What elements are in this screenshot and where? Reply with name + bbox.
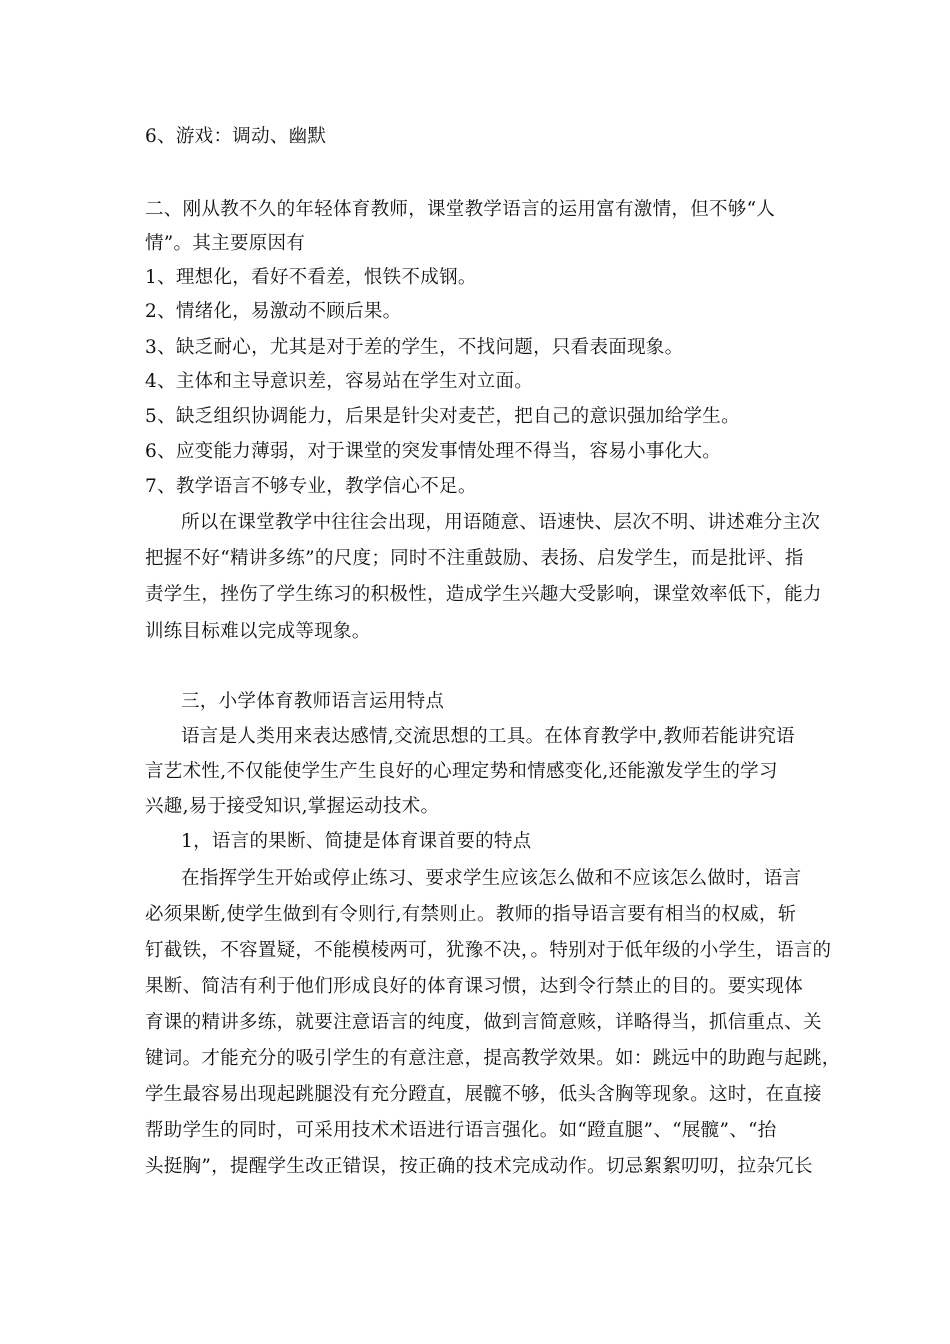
paragraph-line: 钉截铁，不容置疑，不能模棱两可，犹豫不决，。特别对于低年级的小学生，语言的	[145, 940, 832, 961]
paragraph-line: 键词。才能充分的吸引学生的有意注意，提高教学效果。如：跳远中的助跑与起跳，	[145, 1048, 841, 1069]
paragraph-line: 语言是人类用来表达感情,交流思想的工具。在体育教学中,教师若能讲究语	[181, 726, 795, 747]
section-heading: 三，小学体育教师语言运用特点	[181, 691, 445, 712]
paragraph-line: 言艺术性,不仅能使学生产生良好的心理定势和情感变化,还能激发学生的学习	[145, 761, 778, 782]
paragraph-line: 在指挥学生开始或停止练习、要求学生应该怎么做和不应该怎么做时，语言	[181, 868, 802, 889]
text-line: 6、游戏：调动、幽默	[145, 126, 327, 147]
list-item: 4、主体和主导意识差，容易站在学生对立面。	[145, 371, 534, 392]
list-item: 3、缺乏耐心，尤其是对于差的学生，不找问题，只看表面现象。	[145, 337, 684, 358]
text-line: 情”。其主要原因有	[145, 233, 306, 254]
list-item: 5、缺乏组织协调能力，后果是针尖对麦芒，把自己的意识强加给学生。	[145, 406, 740, 427]
paragraph-line: 育课的精讲多练，就要注意语言的纯度，做到言简意赅，详略得当，抓信重点、关	[145, 1012, 822, 1033]
paragraph-line: 帮助学生的同时，可采用技术术语进行语言强化。如“蹬直腿”、“展髋”、“抬	[145, 1120, 777, 1141]
paragraph-line: 学生最容易出现起跳腿没有充分蹬直，展髋不够，低头含胸等现象。这时，在直接	[145, 1084, 822, 1105]
list-item: 7、教学语言不够专业，教学信心不足。	[145, 476, 477, 497]
paragraph-line: 兴趣,易于接受知识,掌握运动技术。	[145, 796, 440, 817]
paragraph-line: 头挺胸”，提醒学生改正错误，按正确的技术完成动作。切忌絮絮叨叨，拉杂冗长	[145, 1156, 813, 1177]
paragraph-line: 把握不好“精讲多练”的尺度；同时不注重鼓励、表扬、启发学生，而是批评、指	[145, 548, 804, 569]
list-item: 1、理想化，看好不看差，恨铁不成钢。	[145, 267, 477, 288]
paragraph-line: 训练目标难以完成等现象。	[145, 621, 371, 642]
section-heading: 二、刚从教不久的年轻体育教师，课堂教学语言的运用富有激情，但不够“人	[145, 199, 776, 220]
subsection-heading: 1，语言的果断、简捷是体育课首要的特点	[181, 831, 532, 852]
list-item: 6、应变能力薄弱，对于课堂的突发事情处理不得当，容易小事化大。	[145, 441, 722, 462]
paragraph-line: 果断、简洁有利于他们形成良好的体育课习惯，达到令行禁止的目的。要实现体	[145, 976, 804, 997]
list-item: 2、情绪化，易激动不顾后果。	[145, 301, 402, 322]
paragraph-line: 必须果断,使学生做到有令则行,有禁则止。教师的指导语言要有相当的权威，斩	[145, 904, 797, 925]
paragraph-line: 责学生，挫伤了学生练习的积极性，造成学生兴趣大受影响，课堂效率低下，能力	[145, 584, 822, 605]
paragraph-line: 所以在课堂教学中往往会出现，用语随意、语速快、层次不明、讲述难分主次	[181, 512, 821, 533]
